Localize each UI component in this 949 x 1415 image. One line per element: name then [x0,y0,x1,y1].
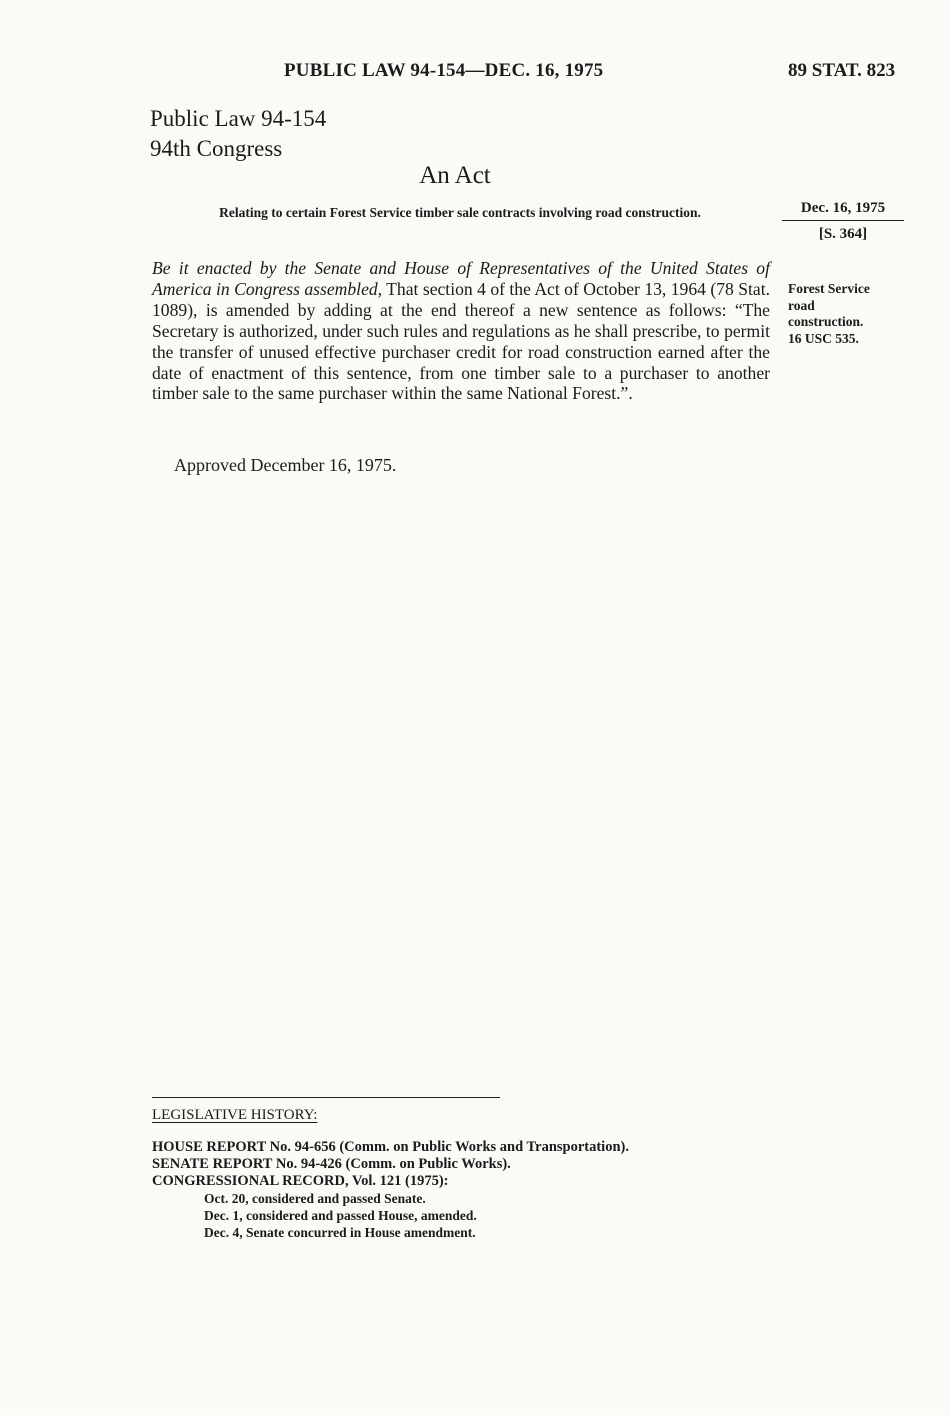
page-number: 89 STAT. 823 [788,60,896,81]
legislative-history-heading: LEGISLATIVE HISTORY: [152,1107,318,1123]
approval-date: Dec. 16, 1975 [782,200,904,221]
margin-note-line: Forest Service [788,281,870,296]
margin-note-line: road [788,297,815,313]
congressional-record: CONGRESSIONAL RECORD, Vol. 121 (1975): [152,1173,449,1189]
sidebar-date-block [782,200,904,243]
enacting-clause [152,258,770,404]
record-entry: Dec. 1, considered and passed House, amended. [204,1208,477,1223]
legislative-history [152,1107,752,1241]
act-heading-text: An Act [419,162,491,189]
margin-note [788,281,898,347]
margin-note-line: construction. [788,314,864,329]
act-purpose: Relating to certain Forest Service timber sale contracts involving road construction. [219,205,701,220]
record-entry: Oct. 20, considered and passed Senate. [204,1191,426,1206]
senate-report: SENATE REPORT No. 94-426 (Comm. on Public Works). [152,1156,511,1172]
bill-number: [S. 364] [818,226,868,242]
record-entries [152,1190,752,1241]
law-number: Public Law 94-154 [150,106,327,131]
footnote-divider [152,1097,500,1098]
law-title-block [150,104,326,164]
act-heading [0,162,910,190]
margin-note-line: 16 USC 535. [788,330,859,346]
approval-statement: Approved December 16, 1975. [174,455,397,475]
congress-number: 94th Congress [150,136,283,161]
enacting-body: That section 4 of the Act of October 13, 1964 (78 Stat. 1089), is amended by adding at the end thereof a new sentence as follows: “The Secretary is authorized, under such rules and regulations as he shall prescribe, to permit the transfer of unused effective purchaser credit for road construction earned after the date of enactment of this sentence, from one timber sale to a purchaser to another timber sale to the same purchaser within the same National Forest.”. [152,278,771,404]
record-entry: Dec. 4, Senate concurred in House amendment. [204,1225,476,1240]
running-head: PUBLIC LAW 94-154—DEC. 16, 1975 [284,60,604,81]
house-report: HOUSE REPORT No. 94-656 (Comm. on Public Works and Transportation). [152,1139,629,1155]
enacting-formula: Be it enacted by the Senate and House of Representatives of the United States of America in Congress assembled, [152,258,770,299]
